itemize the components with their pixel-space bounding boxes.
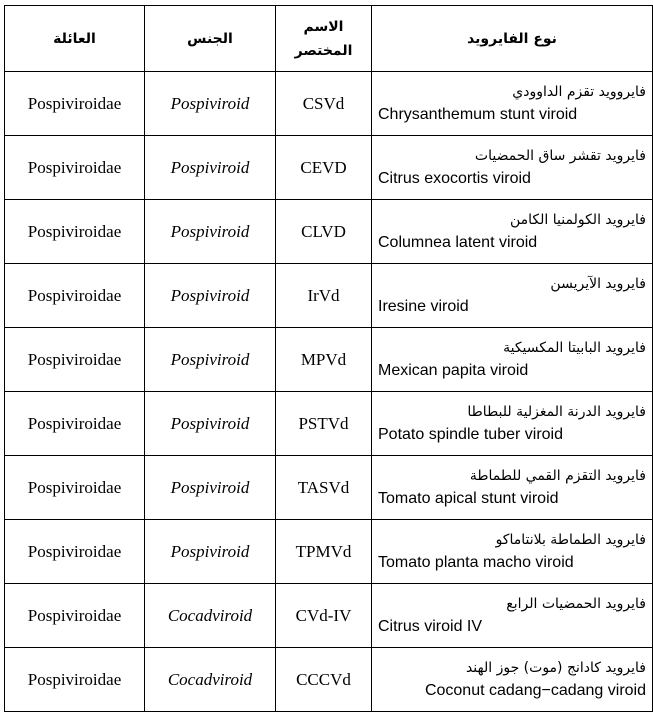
table-row: [5, 136, 653, 200]
genus-cell: Cocadviroid: [145, 648, 276, 712]
viroid-type-cell: [372, 200, 653, 264]
header-abbreviation: [276, 6, 372, 72]
abbreviation-cell: IrVd: [276, 264, 372, 328]
viroid-name-english: Iresine viroid: [378, 297, 469, 315]
viroid-name-english: Chrysanthemum stunt viroid: [378, 105, 578, 123]
table-row: [5, 584, 653, 648]
viroid-name-arabic: فايرويد الكولمنيا الكامن: [510, 211, 646, 228]
viroid-name-arabic: فايرويد تقشر ساق الحمضيات: [474, 147, 646, 164]
family-cell: Pospiviroidae: [5, 648, 145, 712]
table-row: [5, 328, 653, 392]
viroid-name-english: Tomato apical stunt viroid: [378, 489, 559, 507]
table-row: [5, 200, 653, 264]
table-row: [5, 392, 653, 456]
table-row: [5, 520, 653, 584]
viroid-name-english: Citrus viroid IV: [378, 617, 483, 635]
genus-cell: Pospiviroid: [145, 520, 276, 584]
viroid-name-arabic: فايرويد الآيريسن: [550, 275, 646, 292]
viroid-type-cell: [372, 72, 653, 136]
table-row: [5, 264, 653, 328]
family-cell: Pospiviroidae: [5, 72, 145, 136]
table-row: [5, 648, 653, 712]
family-cell: Pospiviroidae: [5, 200, 145, 264]
table-row: [5, 72, 653, 136]
viroid-table: [4, 5, 653, 712]
viroid-type-cell: [372, 136, 653, 200]
genus-cell: Pospiviroid: [145, 264, 276, 328]
abbreviation-cell: CSVd: [276, 72, 372, 136]
abbreviation-cell: CLVD: [276, 200, 372, 264]
viroid-name-arabic: فايرويد الطماطة بلانتاماكو: [495, 531, 646, 548]
viroid-type-cell: [372, 392, 653, 456]
abbreviation-cell: CVd-IV: [276, 584, 372, 648]
table-body: [5, 72, 653, 712]
viroid-name-english: Columnea latent viroid: [378, 233, 538, 251]
viroid-name-arabic: فايرويد التقزم القمي للطماطة: [469, 467, 646, 484]
viroid-name-english: Tomato planta macho viroid: [378, 553, 574, 571]
header-row: [5, 6, 653, 72]
genus-cell: Pospiviroid: [145, 328, 276, 392]
genus-cell: Pospiviroid: [145, 392, 276, 456]
viroid-name-english: Coconut cadang−cadang viroid: [424, 681, 646, 699]
family-cell: Pospiviroidae: [5, 584, 145, 648]
abbreviation-cell: PSTVd: [276, 392, 372, 456]
genus-cell: Pospiviroid: [145, 136, 276, 200]
viroid-type-cell: [372, 264, 653, 328]
viroid-name-english: Potato spindle tuber viroid: [378, 425, 563, 443]
header-viroid-type: نوع الفايرويد: [372, 6, 653, 72]
viroid-name-arabic: فايرويد كادانج (موت) جوز الهند: [465, 659, 646, 676]
family-cell: Pospiviroidae: [5, 136, 145, 200]
header-genus: الجنس: [145, 6, 276, 72]
viroid-type-cell: [372, 520, 653, 584]
header-family: العائلة: [5, 6, 145, 72]
genus-cell: Cocadviroid: [145, 584, 276, 648]
abbreviation-cell: CCCVd: [276, 648, 372, 712]
family-cell: Pospiviroidae: [5, 520, 145, 584]
family-cell: Pospiviroidae: [5, 328, 145, 392]
viroid-name-arabic: فايرويد البابيتا المكسيكية: [503, 339, 646, 356]
viroid-name-arabic: فايرويد الدرنة المغزلية للبطاطا: [467, 403, 646, 420]
family-cell: Pospiviroidae: [5, 392, 145, 456]
genus-cell: Pospiviroid: [145, 200, 276, 264]
abbreviation-cell: CEVD: [276, 136, 372, 200]
genus-cell: Pospiviroid: [145, 456, 276, 520]
genus-cell: Pospiviroid: [145, 72, 276, 136]
viroid-type-cell: [372, 328, 653, 392]
family-cell: Pospiviroidae: [5, 456, 145, 520]
viroid-name-english: Citrus exocortis viroid: [378, 169, 531, 187]
viroid-type-cell: [372, 456, 653, 520]
viroid-type-cell: [372, 648, 653, 712]
header-abbreviation-line2: المختصر: [294, 42, 353, 59]
family-cell: Pospiviroidae: [5, 264, 145, 328]
viroid-name-arabic: فايروويد تقزم الداوودي: [512, 83, 646, 100]
abbreviation-cell: TASVd: [276, 456, 372, 520]
table-row: [5, 456, 653, 520]
viroid-type-cell: [372, 584, 653, 648]
abbreviation-cell: MPVd: [276, 328, 372, 392]
abbreviation-cell: TPMVd: [276, 520, 372, 584]
header-abbreviation-line1: الاسم: [303, 18, 344, 35]
viroid-name-arabic: فايرويد الحمضيات الرابع: [506, 595, 646, 612]
viroid-name-english: Mexican papita viroid: [378, 361, 529, 379]
